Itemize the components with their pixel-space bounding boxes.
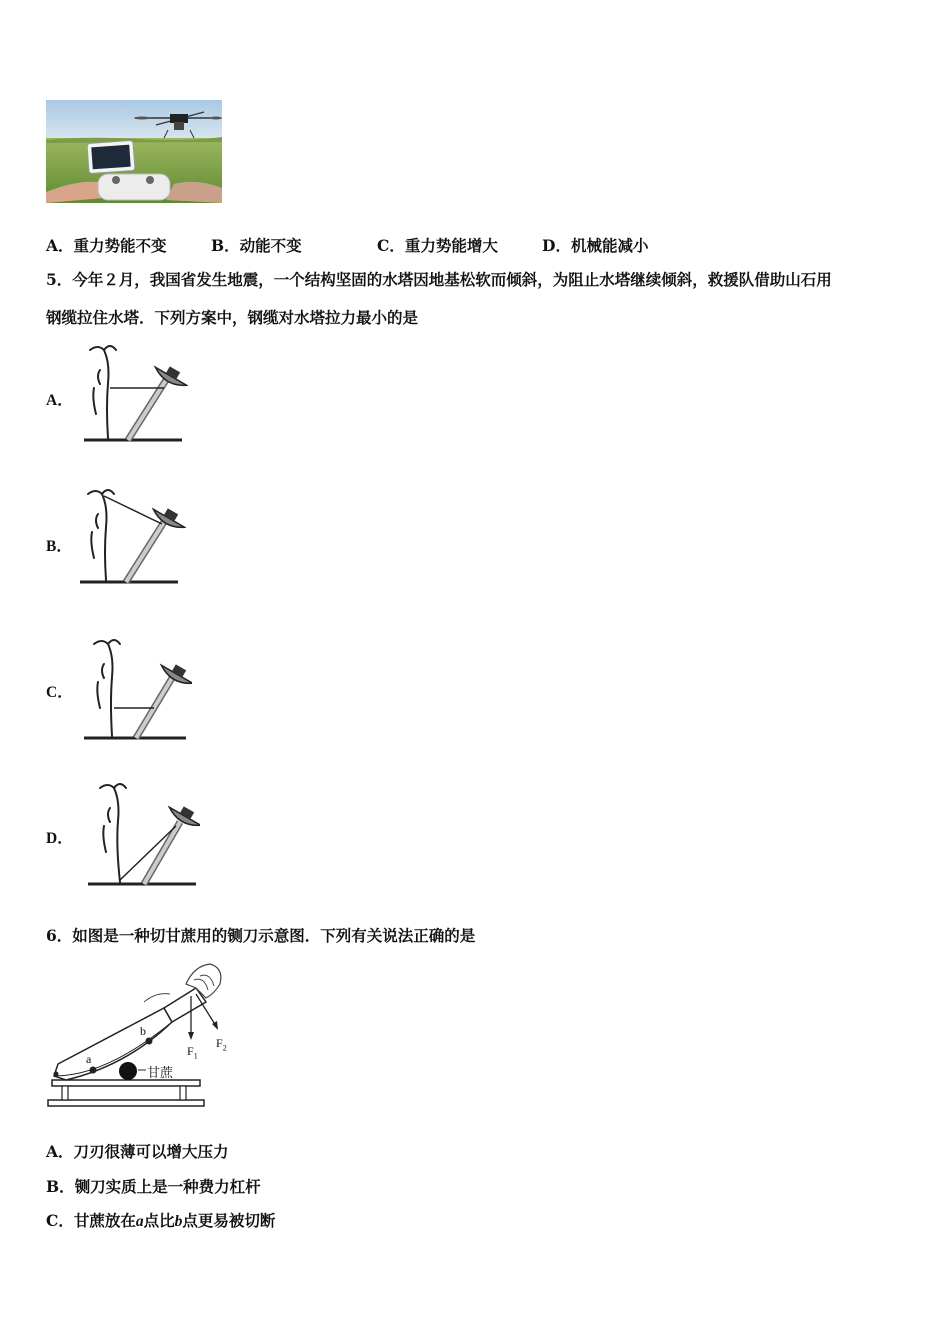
q6-option-a: [46, 1142, 229, 1162]
var-b: b: [174, 1213, 183, 1230]
option-text: 重力势能增大: [404, 236, 498, 255]
water-tower-cable-to-rock-top-icon: [76, 482, 186, 590]
q4-option-c: [377, 236, 498, 256]
sugarcane-label: 甘蔗: [147, 1066, 174, 1081]
q5-option-d-label: D．: [46, 830, 73, 847]
force-f1-subscript: 1: [193, 1051, 198, 1061]
guillotine-figure: [46, 958, 236, 1110]
q6-option-c: [46, 1211, 275, 1232]
option-letter: C．: [46, 1211, 74, 1230]
option-text: 动能不变: [239, 236, 302, 255]
water-tower-cable-to-rock-base-icon: [84, 776, 200, 888]
force-f2-subscript: 2: [222, 1043, 227, 1053]
option-letter: B．: [46, 1177, 75, 1196]
option-letter: B．: [211, 236, 240, 255]
water-tower-cable-horizontal-high-icon: [78, 338, 188, 446]
option-text: 铡刀实质上是一种费力杠杆: [74, 1177, 261, 1196]
force-f1-label: [187, 1044, 198, 1060]
point-a-label: a: [86, 1052, 92, 1066]
option-text: 重力势能不变: [73, 236, 167, 255]
water-tower-cable-horizontal-low-icon: [80, 632, 192, 744]
option-text: 刀刃很薄可以增大压力: [73, 1142, 229, 1161]
option-text-mid: 点比: [143, 1211, 175, 1230]
q5-option-a-label: A．: [46, 392, 73, 409]
option-letter: D．: [542, 236, 571, 255]
option-text-after: 点更易被切断: [182, 1211, 276, 1230]
q5-option-c-label: C．: [46, 684, 73, 701]
point-b-label: b: [140, 1024, 146, 1038]
q4-option-d: [542, 236, 648, 256]
drone-field-photo: [46, 100, 222, 203]
option-text: 机械能减小: [570, 236, 649, 255]
option-letter: A．: [46, 236, 74, 255]
option-letter: C．: [377, 236, 405, 255]
force-f2-letter: F: [216, 1036, 223, 1050]
q5-stem-line1: 5．今年２月，我国省发生地震，一个结构坚固的水塔因地基松软而倾斜，为阻止水塔继续倾斜，救援队借助山石用: [46, 270, 832, 289]
q4-option-b: [211, 236, 302, 256]
q6-option-b: [46, 1177, 261, 1197]
q4-option-a: [46, 236, 167, 256]
q5-option-b-label: B．: [46, 538, 72, 555]
q5-stem-line2: 钢缆拉住水塔．下列方案中，钢缆对水塔拉力最小的是: [46, 308, 419, 327]
option-letter: A．: [46, 1142, 74, 1161]
force-f1-letter: F: [187, 1044, 194, 1058]
force-f2-label: [216, 1036, 227, 1052]
q6-stem: 6．如图是一种切甘蔗用的铡刀示意图．下列有关说法正确的是: [46, 926, 476, 945]
option-text-before: 甘蔗放在: [73, 1211, 136, 1230]
var-a: a: [135, 1213, 144, 1230]
